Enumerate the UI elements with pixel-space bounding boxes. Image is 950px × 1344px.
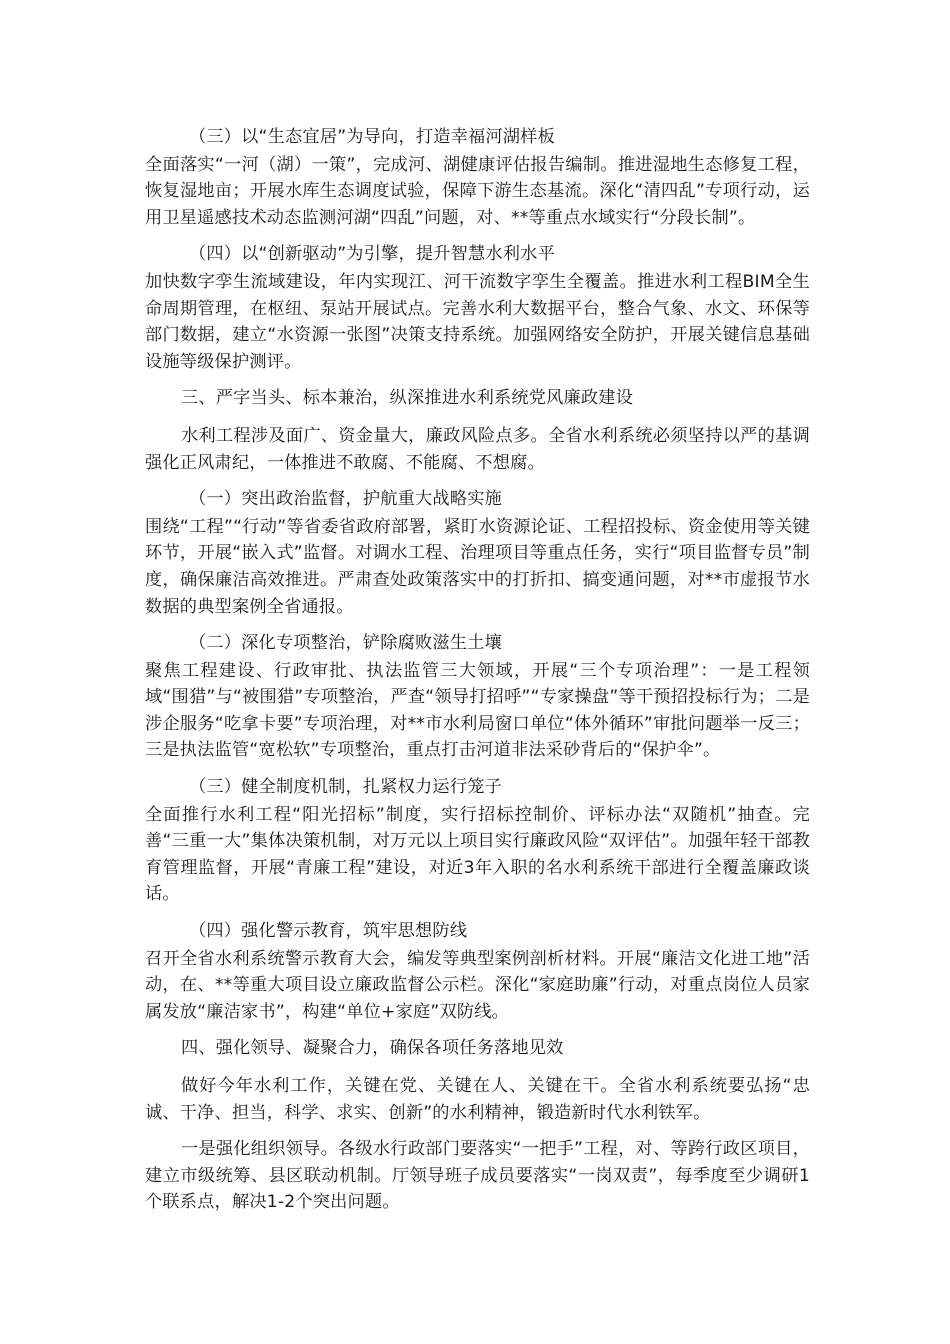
section-heading: 四、强化领导、凝聚合力，确保各项任务落地见效: [181, 1038, 564, 1059]
subsection-heading: （三）以“生态宜居”为导向，打造幸福河湖样板: [189, 127, 555, 147]
section-heading: 三、严字当头、标本兼治，纵深推进水利系统党风廉政建设: [181, 388, 634, 409]
body-paragraph: 一是强化组织领导。各级水行政部门要落实“一把手”工程，对、等跨行政区项目，建立市级统筹、县区联动机制。厅领导班子成员要落实“一岗双责”，每季度至少调研1个联系点，解决1-2个突出问题。: [145, 1139, 811, 1213]
subsection-heading: （三）健全制度机制，扎紧权力运行笼子: [189, 777, 502, 798]
subsection-heading: （二）深化专项整治，铲除腐败滋生土壤: [189, 633, 502, 654]
body-paragraph: 围绕“工程”“行动”等省委省政府部署，紧盯水资源论证、工程招投标、资金使用等关键环节，开展“嵌入式”监督。对调水工程、治理项目等重点任务，实行“项目监督专员”制度，确保廉洁高效推进。严肃查处政策落实中的打折扣、搞变通问题，对**市虚报节水数据的典型案例全省通报。: [145, 516, 810, 617]
body-paragraph: 加快数字孪生流域建设，年内实现江、河干流数字孪生全覆盖。推进水利工程BIM全生命周期管理，在枢纽、泵站开展试点。完善水利大数据平台，整合气象、水文、环保等部门数据，建立“水资源一张图”决策支持系统。加强网络安全防护，开展关键信息基础设施等级保护测评。: [145, 271, 810, 372]
subsection-heading: （四）强化警示教育，筑牢思想防线: [189, 921, 468, 942]
body-paragraph: 召开全省水利系统警示教育大会，编发等典型案例剖析材料。开展“廉洁文化进工地”活动，在、**等重大项目设立廉政监督公示栏。深化“家庭助廉”行动，对重点岗位人员家属发放“廉洁家书”，构建“单位+家庭”双防线。: [145, 948, 810, 1022]
body-paragraph: 水利工程涉及面广、资金量大，廉政风险点多。全省水利系统必须坚持以严的基调强化正风肃纪，一体推进不敢腐、不能腐、不想腐。: [145, 425, 810, 473]
subsection-heading: （四）以“创新驱动”为引擎，提升智慧水利水平: [189, 244, 555, 265]
document-page: [145, 124, 810, 1226]
body-paragraph: 聚焦工程建设、行政审批、执法监管三大领域，开展“三个专项治理”：一是工程领域“围猎”与“被围猎”专项整治，严查“领导打招呼”“专家操盘”等干预招投标行为；二是涉企服务“吃拿卡要”专项治理，对**市水利局窗口单位“体外循环”审批问题举一反三；三是执法监管“宽松软”专项整治，重点打击河道非法采砂背后的“保护伞”。: [145, 660, 810, 761]
body-paragraph: 全面推行水利工程“阳光招标”制度，实行招标控制价、评标办法“双随机”抽查。完善“三重一大”集体决策机制，对万元以上项目实行廉政风险“双评估”。加强年轻干部教育管理监督，开展“青廉工程”建设，对近3年入职的名水利系统干部进行全覆盖廉政谈话。: [145, 804, 810, 905]
body-paragraph: 全面落实“一河（湖）一策”，完成河、湖健康评估报告编制。推进湿地生态修复工程，恢复湿地亩；开展水库生态调度试验，保障下游生态基流。深化“清四乱”专项行动，运用卫星遥感技术动态监测河湖“四乱”问题，对、**等重点水域实行“分段长制”。: [145, 154, 810, 228]
body-paragraph: 做好今年水利工作，关键在党、关键在人、关键在干。全省水利系统要弘扬“忠诚、干净、担当，科学、求实、创新”的水利精神，锻造新时代水利铁军。: [145, 1076, 810, 1123]
subsection-heading: （一）突出政治监督，护航重大战略实施: [189, 489, 502, 510]
